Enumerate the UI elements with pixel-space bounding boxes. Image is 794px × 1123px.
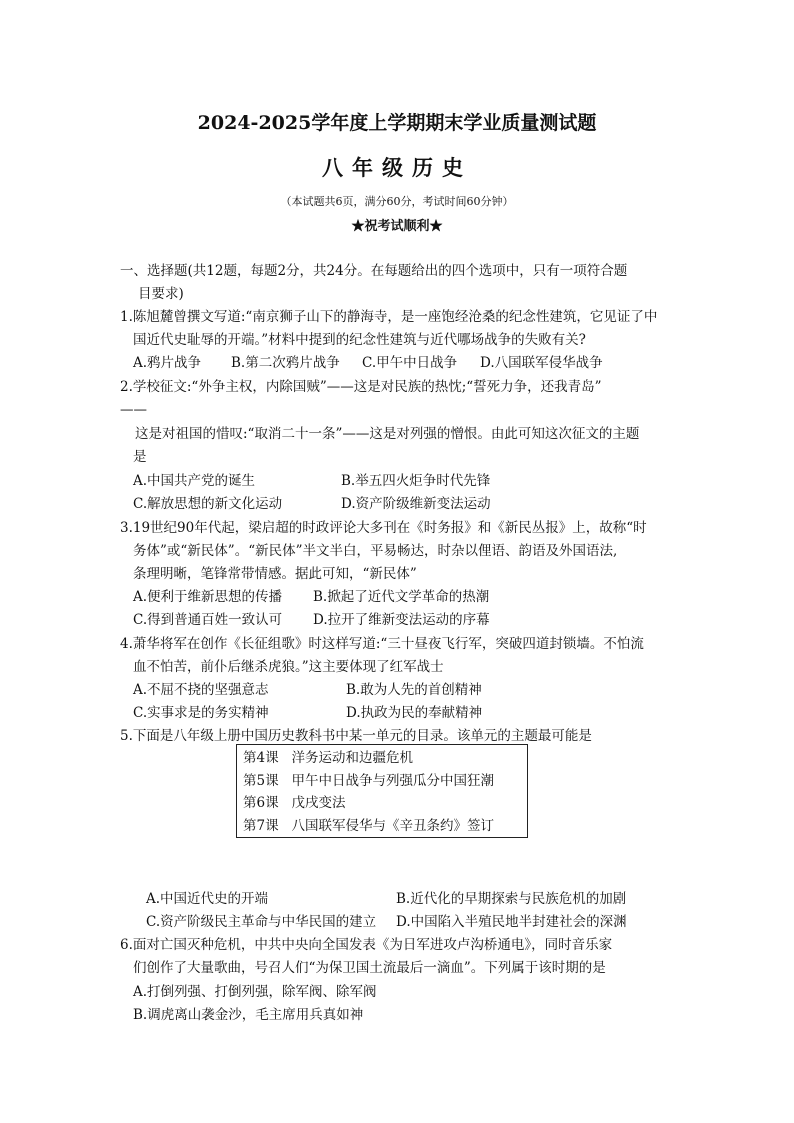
toc-row [243, 815, 527, 838]
section-heading: 一、选择题(共12题，每题2分，共24分。在每题给出的四个选项中，只有一项符合题 [120, 263, 628, 279]
toc-title: 八国联军侵华与《辛丑条约》签订 [291, 817, 494, 834]
q4-option-d: D.执政为民的奉献精神 [346, 705, 483, 721]
toc-title: 洋务运动和边疆危机 [291, 750, 413, 766]
q5-table-of-contents [236, 744, 528, 838]
toc-lesson: 第7课 [243, 817, 279, 834]
exam-subject: 八年级历史 [322, 155, 472, 180]
q4-stem-cont: 血不怕苦，前仆后继杀虎狼。”这主要体现了红军战士 [133, 659, 444, 675]
q2-option-c: C.解放思想的新文化运动 [133, 496, 283, 512]
q5-option-b: B.近代化的早期探索与民族危机的加剧 [396, 891, 627, 907]
q5-option-c: C.资产阶级民主革命与中华民国的建立 [146, 914, 377, 930]
q2-option-b: B.举五四火炬争时代先锋 [341, 473, 491, 489]
q1-stem: 1.陈旭麓曾撰文写道:“南京狮子山下的静海寺，是一座饱经沧桑的纪念性建筑，它见证了中 [120, 309, 658, 325]
toc-row [243, 770, 527, 793]
q2-stem-end: 是 [133, 449, 147, 465]
q4-option-c: C.实事求是的务实精神 [133, 705, 269, 721]
toc-lesson: 第5课 [243, 772, 279, 789]
exam-title: 2024-2025学年度上学期期末学业质量测试题 [197, 112, 597, 134]
q5-stem: 5.下面是八年级上册中国历史教科书中某一单元的目录。该单元的主题最可能是 [120, 728, 592, 744]
toc-row [243, 747, 527, 770]
q3-option-a: A.便利于维新思想的传播 [133, 589, 283, 605]
q4-option-b: B.敢为人先的首创精神 [346, 682, 482, 698]
q3-stem-end: 条理明晰，笔锋常带情感。据此可知，“新民体” [133, 566, 417, 582]
q2-stem-cont: 这是对祖国的惜叹:“取消二十一条”——这是对列强的憎恨。由此可知这次征文的主题 [135, 426, 640, 442]
toc-lesson: 第4课 [243, 750, 279, 766]
toc-lesson: 第6课 [243, 795, 279, 811]
q5-option-a: A.中国近代史的开端 [146, 891, 269, 907]
section-heading-cont: 目要求) [138, 286, 184, 302]
q2-option-d: D.资产阶级维新变法运动 [341, 496, 491, 512]
q3-stem: 3.19世纪90年代起，梁启超的时政评论大多刊在《时务报》和《新民丛报》上，故称“时 [120, 520, 647, 536]
q6-option-a: A.打倒列强、打倒列强，除军阀、除军阀 [133, 984, 377, 1000]
q6-option-b: B.调虎离山袭金沙，毛主席用兵真如神 [133, 1007, 364, 1023]
q5-option-d: D.中国陷入半殖民地半封建社会的深渊 [396, 914, 627, 930]
q3-option-b: B.掀起了近代文学革命的热潮 [313, 589, 490, 605]
q4-option-a: A.不屈不挠的坚强意志 [133, 682, 269, 698]
q6-stem: 6.面对亡国灭种危机，中共中央向全国发表《为日军进攻卢沟桥通电》，同时音乐家 [120, 937, 613, 953]
toc-row [243, 792, 527, 815]
exam-note: （本试题共6页，满分60分，考试时间60分钟） [280, 195, 514, 208]
q3-stem-cont: 务体”或“新民体”。“新民体”半文半白，平易畅达，时杂以俚语、韵语及外国语法, [133, 543, 618, 559]
q1-option-b: B.第二次鸦片战争 [231, 355, 340, 371]
q3-option-c: C.得到普通百姓一致认可 [133, 612, 283, 628]
q1-stem-cont: 国近代史耻辱的开端。”材料中提到的纪念性建筑与近代哪场战争的失败有关? [133, 332, 586, 348]
toc-title: 戊戌变法 [291, 795, 346, 811]
q4-stem: 4.萧华将军在创作《长征组歌》时这样写道:“三十昼夜飞行军，突破四道封锁墙。不怕流 [120, 636, 644, 652]
q1-option-d: D.八国联军侵华战争 [480, 355, 603, 371]
q6-stem-cont: 们创作了大量歌曲，号召人们“为保卫国土流最后一滴血”。下列属于该时期的是 [133, 960, 606, 976]
q1-option-a: A.鸦片战争 [133, 355, 202, 371]
q3-option-d: D.拉开了维新变法运动的序幕 [313, 612, 490, 628]
q2-option-a: A.中国共产党的诞生 [133, 473, 256, 489]
q1-option-c: C.甲午中日战争 [362, 355, 458, 371]
q2-stem: 2.学校征文:“外争主权，内除国贼”——这是对民族的热忱;“誓死力争，还我青岛” [120, 379, 602, 395]
exam-wish: ★祝考试顺利★ [351, 219, 443, 234]
toc-title: 甲午中日战争与列强瓜分中国狂潮 [291, 772, 494, 789]
q2-stem-dash: —— [120, 402, 147, 418]
